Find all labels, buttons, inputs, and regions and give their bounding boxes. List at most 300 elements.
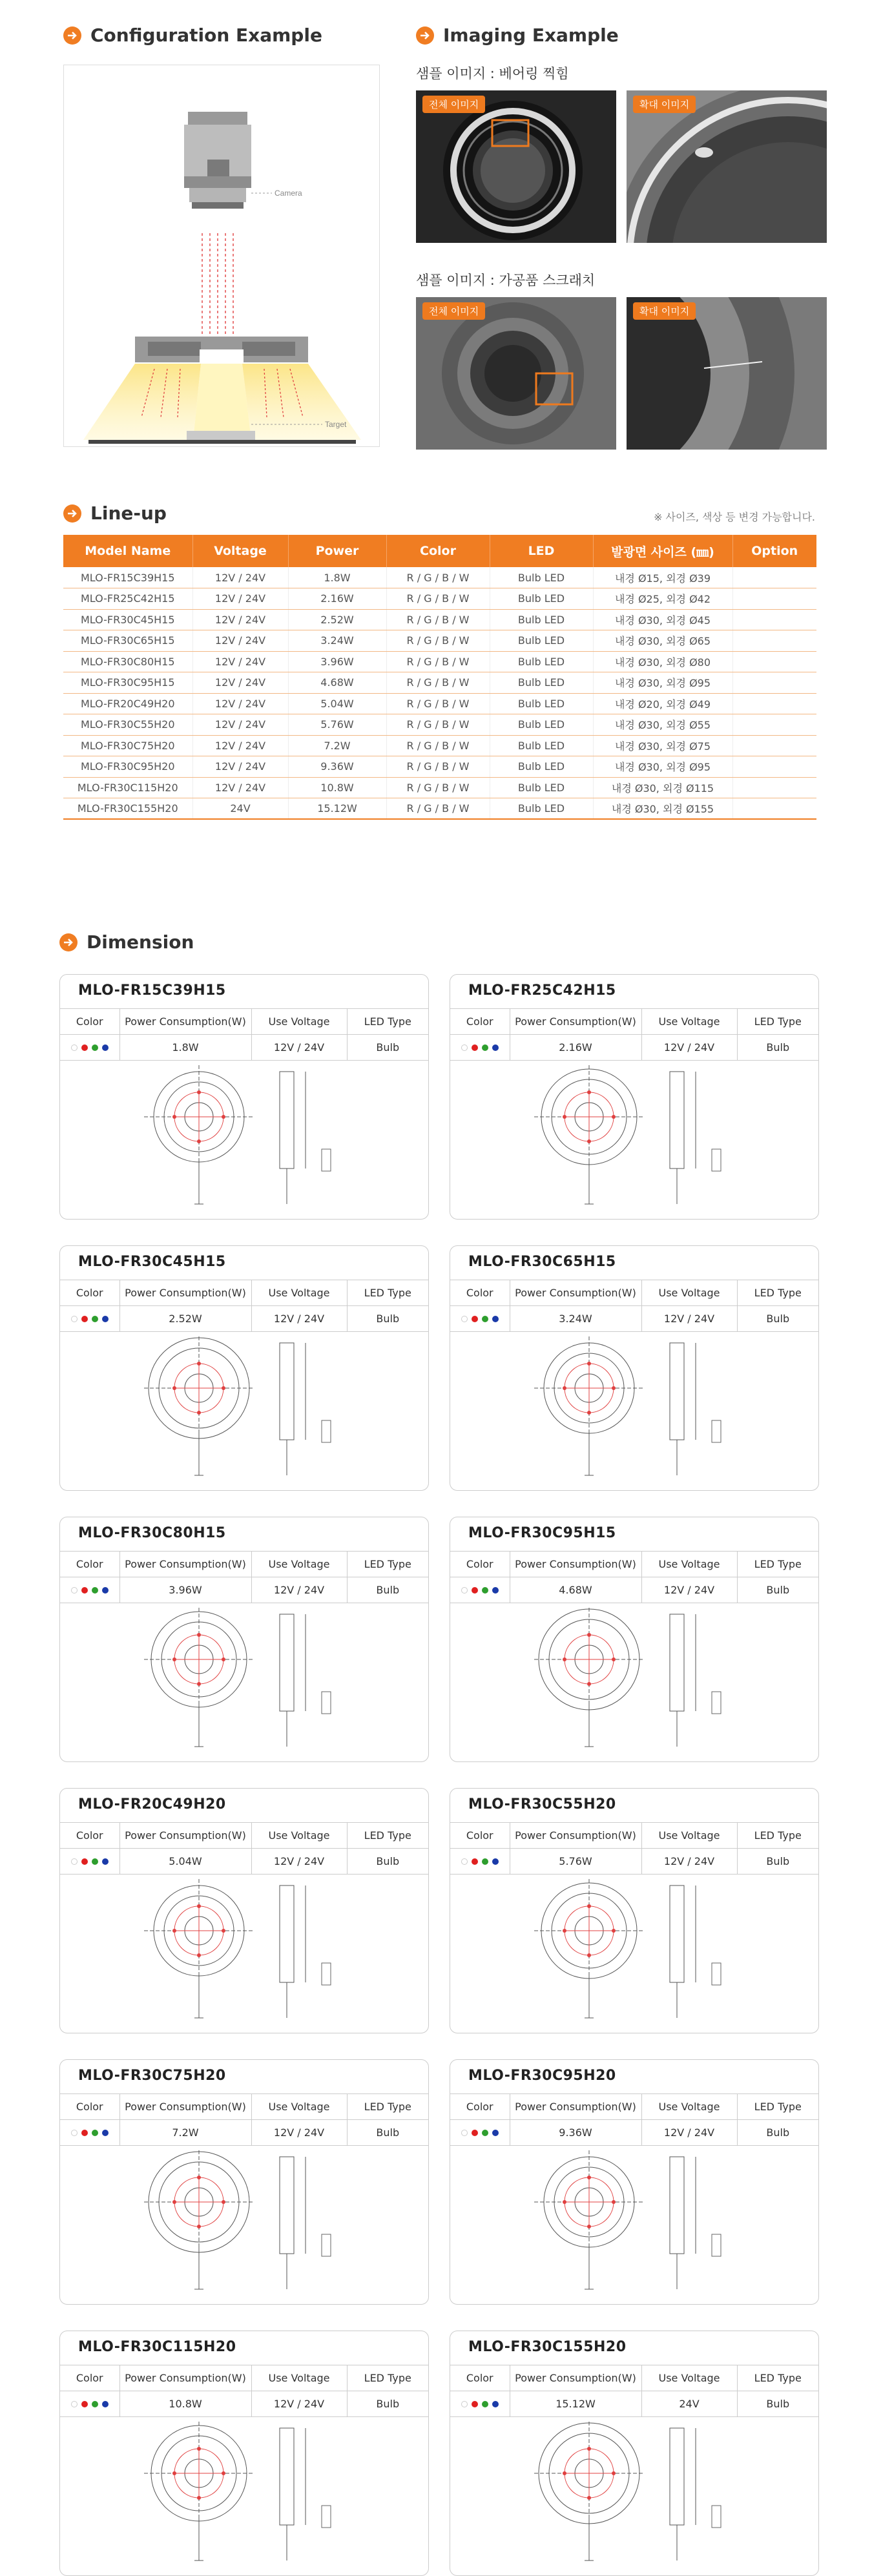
lineup-cell: R / G / B / W [386, 798, 490, 820]
lineup-cell [732, 714, 816, 736]
lineup-cell: 12V / 24V [192, 714, 288, 736]
lineup-cell: 12V / 24V [192, 651, 288, 672]
bearing-zoom-image [627, 90, 827, 243]
color-dot [492, 2130, 499, 2136]
color-dot [492, 1858, 499, 1865]
lineup-cell: MLO-FR30C80H15 [63, 651, 192, 672]
lineup-cell: 내경 Ø30, 외경 Ø45 [593, 609, 732, 630]
spec-table [450, 1008, 818, 1061]
lineup-cell: Bulb LED [490, 609, 593, 630]
voltage-value: 12V / 24V [641, 1577, 737, 1603]
led-type-value: Bulb [737, 1849, 818, 1875]
color-dot [482, 1587, 488, 1594]
lineup-cell: 12V / 24V [192, 756, 288, 778]
color-dot [482, 1858, 488, 1865]
led-type-value: Bulb [347, 1849, 428, 1875]
voltage-value: 12V / 24V [251, 2391, 347, 2417]
voltage-value: 12V / 24V [251, 1849, 347, 1875]
lineup-row [63, 609, 816, 630]
voltage-value: 12V / 24V [251, 2120, 347, 2146]
dimension-drawing [450, 1608, 818, 1756]
color-dot [102, 1587, 109, 1594]
lineup-cell: Bulb LED [490, 735, 593, 756]
lineup-cell: MLO-FR30C75H20 [63, 735, 192, 756]
lineup-cell: R / G / B / W [386, 588, 490, 610]
power-value: 2.52W [119, 1306, 251, 1332]
lineup-cell: Bulb LED [490, 651, 593, 672]
lineup-title: Line-up [90, 503, 167, 524]
lineup-cell: Bulb LED [490, 588, 593, 610]
spec-header: LED Type [347, 1280, 428, 1306]
spec-header: Color [450, 1009, 510, 1035]
bearing-full-image [416, 90, 616, 243]
lineup-cell: MLO-FR30C95H20 [63, 756, 192, 778]
lineup-cell: 9.36W [288, 756, 386, 778]
spec-header: Color [60, 1823, 119, 1849]
model-name: MLO-FR30C115H20 [78, 2339, 236, 2355]
lineup-cell: 12V / 24V [192, 588, 288, 610]
spec-header: LED Type [737, 2094, 818, 2120]
color-dot [461, 1316, 468, 1322]
target-label: Target [325, 420, 347, 429]
lineup-row [63, 630, 816, 652]
lineup-row [63, 735, 816, 756]
lineup-cell: R / G / B / W [386, 672, 490, 694]
spec-header: Use Voltage [641, 1552, 737, 1577]
voltage-value: 12V / 24V [641, 1306, 737, 1332]
spec-table [60, 1008, 428, 1061]
color-dot [71, 1858, 78, 1865]
lineup-header-cell: Option [732, 535, 816, 567]
color-dot [461, 2130, 468, 2136]
color-dot [461, 2401, 468, 2407]
color-dot [81, 1316, 88, 1322]
spec-table [450, 2093, 818, 2146]
power-value: 3.24W [510, 1306, 641, 1332]
lineup-cell: 내경 Ø20, 외경 Ø49 [593, 693, 732, 714]
color-dot [92, 1858, 98, 1865]
spec-table [60, 1822, 428, 1875]
spec-header: Color [450, 1552, 510, 1577]
lineup-cell [732, 798, 816, 820]
spec-header: Color [450, 1280, 510, 1306]
lineup-cell: 내경 Ø30, 외경 Ø95 [593, 756, 732, 778]
tag-zoom-image: 확대 이미지 [633, 96, 696, 113]
spec-header: LED Type [347, 2365, 428, 2391]
lineup-cell: MLO-FR20C49H20 [63, 693, 192, 714]
power-value: 5.04W [119, 1849, 251, 1875]
spec-header: LED Type [347, 1009, 428, 1035]
lineup-cell: 5.76W [288, 714, 386, 736]
dimension-drawing [450, 1065, 818, 1214]
color-dot [461, 1044, 468, 1051]
spec-header: Color [60, 2094, 119, 2120]
spec-table [60, 1280, 428, 1332]
color-dot [102, 2401, 109, 2407]
lineup-row [63, 672, 816, 694]
spec-table [60, 1551, 428, 1603]
spec-header: Use Voltage [641, 1280, 737, 1306]
led-type-value: Bulb [737, 1577, 818, 1603]
lineup-cell: Bulb LED [490, 693, 593, 714]
spec-header: LED Type [737, 2365, 818, 2391]
lineup-cell: 2.16W [288, 588, 386, 610]
lineup-cell: Bulb LED [490, 630, 593, 652]
spec-header: Use Voltage [251, 1280, 347, 1306]
spec-header: Color [450, 1823, 510, 1849]
lineup-cell: R / G / B / W [386, 609, 490, 630]
color-dot [102, 1316, 109, 1322]
led-type-value: Bulb [347, 1035, 428, 1061]
spec-header: LED Type [737, 1280, 818, 1306]
sample1-caption: 샘플 이미지 : 베어링 찍힘 [416, 66, 569, 81]
spec-header: Power Consumption(W) [119, 1552, 251, 1577]
led-type-value: Bulb [347, 1306, 428, 1332]
lineup-cell [732, 567, 816, 588]
dimension-card [450, 2059, 819, 2305]
spec-header: Use Voltage [251, 1009, 347, 1035]
voltage-value: 12V / 24V [641, 1035, 737, 1061]
scratch-zoom-image [627, 297, 827, 450]
color-cell [450, 1577, 510, 1603]
spec-header: Use Voltage [251, 2094, 347, 2120]
lineup-cell: 내경 Ø25, 외경 Ø42 [593, 588, 732, 610]
lineup-cell: 내경 Ø15, 외경 Ø39 [593, 567, 732, 588]
color-dot [482, 2130, 488, 2136]
power-value: 15.12W [510, 2391, 641, 2417]
lineup-cell: Bulb LED [490, 672, 593, 694]
lineup-cell [732, 777, 816, 798]
lineup-cell: Bulb LED [490, 798, 593, 820]
spec-header: Use Voltage [251, 1552, 347, 1577]
tag-full-image-2: 전체 이미지 [422, 302, 485, 320]
spec-header: Color [60, 1552, 119, 1577]
color-cell [60, 1849, 119, 1875]
lineup-cell [732, 735, 816, 756]
led-type-value: Bulb [737, 1306, 818, 1332]
dimension-card [450, 1788, 819, 2033]
lineup-header-cell: 발광면 사이즈 (㎜) [593, 535, 732, 567]
lineup-cell: 4.68W [288, 672, 386, 694]
lineup-row [63, 777, 816, 798]
model-name: MLO-FR30C55H20 [468, 1796, 616, 1813]
color-dot [472, 1316, 478, 1322]
lineup-cell: 15.12W [288, 798, 386, 820]
spec-table [60, 2093, 428, 2146]
lineup-cell: MLO-FR30C95H15 [63, 672, 192, 694]
spec-table [450, 1822, 818, 1875]
dimension-card [59, 2331, 429, 2576]
lineup-cell: MLO-FR30C45H15 [63, 609, 192, 630]
lineup-section-title [63, 503, 167, 524]
lineup-cell: Bulb LED [490, 756, 593, 778]
color-cell [450, 1306, 510, 1332]
dimension-title: Dimension [87, 931, 194, 953]
voltage-value: 24V [641, 2391, 737, 2417]
spec-header: Power Consumption(W) [119, 1009, 251, 1035]
dimension-card [450, 974, 819, 1220]
spec-header: Use Voltage [641, 2094, 737, 2120]
color-dot [492, 1044, 499, 1051]
spec-header: Use Voltage [251, 1823, 347, 1849]
dimension-card [59, 1245, 429, 1491]
lineup-cell: 12V / 24V [192, 567, 288, 588]
dimension-drawing [60, 2150, 428, 2299]
led-type-value: Bulb [347, 2391, 428, 2417]
color-cell [60, 1306, 119, 1332]
color-cell [450, 1035, 510, 1061]
lineup-cell: 12V / 24V [192, 735, 288, 756]
lineup-cell: R / G / B / W [386, 567, 490, 588]
color-cell [60, 2120, 119, 2146]
lineup-cell [732, 672, 816, 694]
spec-header: Color [450, 2365, 510, 2391]
power-value: 2.16W [510, 1035, 641, 1061]
lineup-cell: 12V / 24V [192, 693, 288, 714]
spec-header: Power Consumption(W) [510, 1823, 641, 1849]
sample2-caption: 샘플 이미지 : 가공품 스크래치 [416, 273, 596, 288]
config-title: Configuration Example [90, 25, 322, 46]
power-value: 3.96W [119, 1577, 251, 1603]
color-dot [102, 2130, 109, 2136]
spec-table [450, 2365, 818, 2417]
color-dot [472, 1587, 478, 1594]
spec-header: Color [60, 2365, 119, 2391]
lineup-cell: R / G / B / W [386, 714, 490, 736]
spec-header: Color [60, 1009, 119, 1035]
spec-header: LED Type [347, 1823, 428, 1849]
spec-header: Power Consumption(W) [510, 1280, 641, 1306]
scratch-full-image [416, 297, 616, 450]
spec-header: Use Voltage [641, 1009, 737, 1035]
color-dot [492, 2401, 499, 2407]
led-type-value: Bulb [737, 1035, 818, 1061]
color-dot [492, 1316, 499, 1322]
spec-header: Color [450, 2094, 510, 2120]
lineup-header-cell: Voltage [192, 535, 288, 567]
model-name: MLO-FR20C49H20 [78, 1796, 226, 1813]
lineup-cell: 내경 Ø30, 외경 Ø65 [593, 630, 732, 652]
dimension-drawing [450, 2150, 818, 2299]
led-type-value: Bulb [347, 1577, 428, 1603]
color-dot [71, 1316, 78, 1322]
arrow-right-icon [59, 933, 78, 951]
lineup-cell: R / G / B / W [386, 630, 490, 652]
voltage-value: 12V / 24V [641, 1849, 737, 1875]
color-dot [81, 2401, 88, 2407]
color-dot [92, 2130, 98, 2136]
color-dot [102, 1858, 109, 1865]
color-dot [92, 2401, 98, 2407]
color-dot [482, 2401, 488, 2407]
lineup-header-cell: LED [490, 535, 593, 567]
spec-header: LED Type [737, 1823, 818, 1849]
lineup-cell [732, 630, 816, 652]
model-name: MLO-FR30C95H20 [468, 2068, 616, 2084]
dimension-card [59, 1788, 429, 2033]
lineup-cell: 3.24W [288, 630, 386, 652]
lineup-cell [732, 693, 816, 714]
spec-header: Use Voltage [641, 2365, 737, 2391]
color-dot [482, 1316, 488, 1322]
lineup-cell: 24V [192, 798, 288, 820]
lineup-cell: R / G / B / W [386, 735, 490, 756]
power-value: 4.68W [510, 1577, 641, 1603]
color-dot [92, 1316, 98, 1322]
spec-table [450, 1280, 818, 1332]
spec-header: LED Type [347, 1552, 428, 1577]
lineup-cell: R / G / B / W [386, 756, 490, 778]
spec-header: Power Consumption(W) [510, 1552, 641, 1577]
lineup-row [63, 588, 816, 610]
spec-table [450, 1551, 818, 1603]
dimension-card [59, 1517, 429, 1762]
lineup-note: ※ 사이즈, 색상 등 변경 가능합니다. [654, 511, 815, 523]
lineup-cell: R / G / B / W [386, 693, 490, 714]
lineup-cell: Bulb LED [490, 567, 593, 588]
spec-header: LED Type [737, 1009, 818, 1035]
lineup-cell: 10.8W [288, 777, 386, 798]
imaging-section-title [416, 25, 619, 46]
spec-header: Power Consumption(W) [510, 2365, 641, 2391]
color-dot [71, 2401, 78, 2407]
tag-full-image: 전체 이미지 [422, 96, 485, 113]
lineup-table [63, 535, 816, 820]
spec-table [60, 2365, 428, 2417]
led-type-value: Bulb [347, 2120, 428, 2146]
lineup-row [63, 693, 816, 714]
lineup-cell: 5.04W [288, 693, 386, 714]
lineup-cell: 내경 Ø30, 외경 Ø115 [593, 777, 732, 798]
lineup-cell: 12V / 24V [192, 630, 288, 652]
lineup-cell [732, 588, 816, 610]
spec-header: Use Voltage [641, 1823, 737, 1849]
power-value: 9.36W [510, 2120, 641, 2146]
lineup-row [63, 756, 816, 778]
lineup-cell: 3.96W [288, 651, 386, 672]
color-dot [81, 1044, 88, 1051]
lineup-header-cell: Model Name [63, 535, 192, 567]
lineup-row [63, 567, 816, 588]
power-value: 10.8W [119, 2391, 251, 2417]
lineup-cell: 7.2W [288, 735, 386, 756]
color-cell [450, 2391, 510, 2417]
spec-header: Power Consumption(W) [510, 1009, 641, 1035]
dimension-card [59, 974, 429, 1220]
config-section-title [63, 25, 322, 46]
dimension-drawing [450, 2422, 818, 2570]
lineup-cell: 내경 Ø30, 외경 Ø80 [593, 651, 732, 672]
color-dot [81, 1858, 88, 1865]
power-value: 7.2W [119, 2120, 251, 2146]
color-dot [92, 1587, 98, 1594]
color-dot [81, 2130, 88, 2136]
color-dot [472, 1044, 478, 1051]
color-dot [472, 1858, 478, 1865]
lineup-header-cell: Color [386, 535, 490, 567]
spec-header: Color [60, 1280, 119, 1306]
color-dot [482, 1044, 488, 1051]
dimension-drawing [60, 1879, 428, 2028]
color-dot [492, 1587, 499, 1594]
lineup-cell [732, 756, 816, 778]
dimension-drawing [450, 1879, 818, 2028]
color-dot [71, 1044, 78, 1051]
voltage-value: 12V / 24V [251, 1035, 347, 1061]
color-cell [60, 1577, 119, 1603]
power-value: 1.8W [119, 1035, 251, 1061]
dimension-drawing [60, 1608, 428, 1756]
color-cell [60, 1035, 119, 1061]
tag-zoom-image-2: 확대 이미지 [633, 302, 696, 320]
dimension-card [59, 2059, 429, 2305]
color-dot [71, 2130, 78, 2136]
spec-header: Power Consumption(W) [510, 2094, 641, 2120]
led-type-value: Bulb [737, 2391, 818, 2417]
dimension-section-title [59, 931, 194, 953]
dimension-drawing [60, 1065, 428, 1214]
lineup-header-cell: Power [288, 535, 386, 567]
spec-header: Use Voltage [251, 2365, 347, 2391]
model-name: MLO-FR30C65H15 [468, 1254, 616, 1270]
model-name: MLO-FR30C80H15 [78, 1525, 226, 1541]
voltage-value: 12V / 24V [251, 1577, 347, 1603]
lineup-cell: 12V / 24V [192, 672, 288, 694]
lineup-cell: 12V / 24V [192, 777, 288, 798]
spec-header: Power Consumption(W) [119, 2094, 251, 2120]
color-dot [81, 1587, 88, 1594]
color-cell [450, 1849, 510, 1875]
color-dot [461, 1858, 468, 1865]
lineup-cell: R / G / B / W [386, 651, 490, 672]
dimension-drawing [60, 1336, 428, 1485]
lineup-cell: 12V / 24V [192, 609, 288, 630]
dimension-card [450, 1517, 819, 1762]
lineup-cell: MLO-FR30C115H20 [63, 777, 192, 798]
lineup-row [63, 714, 816, 736]
color-dot [102, 1044, 109, 1051]
color-cell [60, 2391, 119, 2417]
model-name: MLO-FR30C75H20 [78, 2068, 226, 2084]
model-name: MLO-FR15C39H15 [78, 982, 226, 999]
dimension-card [450, 2331, 819, 2576]
lineup-cell: MLO-FR30C65H15 [63, 630, 192, 652]
lineup-cell: MLO-FR25C42H15 [63, 588, 192, 610]
lineup-cell: 1.8W [288, 567, 386, 588]
spec-header: Power Consumption(W) [119, 1280, 251, 1306]
model-name: MLO-FR30C155H20 [468, 2339, 627, 2355]
lineup-cell: 내경 Ø30, 외경 Ø75 [593, 735, 732, 756]
lineup-cell: MLO-FR30C155H20 [63, 798, 192, 820]
voltage-value: 12V / 24V [641, 2120, 737, 2146]
camera-label: Camera [275, 189, 302, 198]
color-dot [472, 2130, 478, 2136]
lineup-cell: Bulb LED [490, 777, 593, 798]
lineup-cell: 2.52W [288, 609, 386, 630]
spec-header: Power Consumption(W) [119, 2365, 251, 2391]
lineup-cell: MLO-FR15C39H15 [63, 567, 192, 588]
lineup-cell: 내경 Ø30, 외경 Ø155 [593, 798, 732, 820]
lineup-cell: Bulb LED [490, 714, 593, 736]
arrow-right-icon [63, 504, 81, 523]
arrow-right-icon [416, 26, 434, 45]
dimension-card [450, 1245, 819, 1491]
led-type-value: Bulb [737, 2120, 818, 2146]
lineup-cell: R / G / B / W [386, 777, 490, 798]
color-dot [71, 1587, 78, 1594]
color-dot [92, 1044, 98, 1051]
dimension-drawing [450, 1336, 818, 1485]
